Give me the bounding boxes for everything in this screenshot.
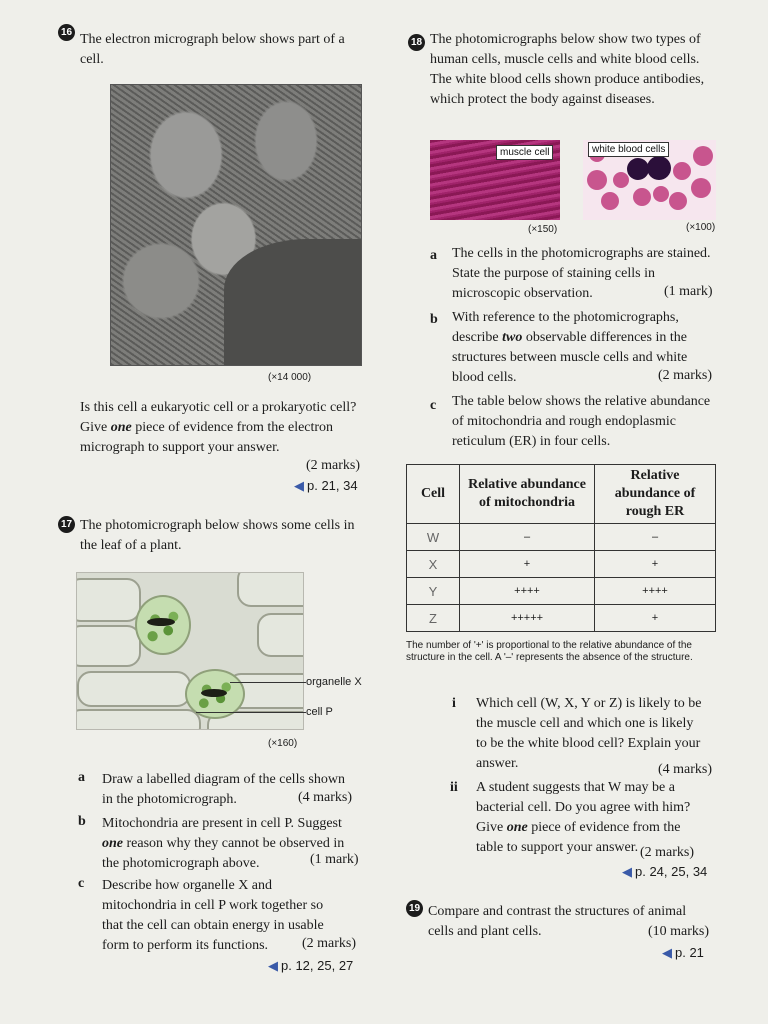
q16-magnification: (×14 000) (268, 372, 312, 383)
q17-part-b-label: b (78, 814, 86, 829)
table-row: X + + (407, 551, 716, 578)
q18-page-ref[interactable]: ◀ p. 24, 25, 34 (622, 864, 708, 879)
q17-part-b-marks: (1 mark) (310, 852, 359, 867)
question-number-16: 16 (58, 24, 75, 41)
q18-sub-i-label: i (452, 696, 456, 711)
table-row: Z +++++ + (407, 605, 716, 632)
q16-intro: The electron micrograph below shows part of a cell. (80, 32, 345, 67)
arrow-left-icon: ◀ (622, 864, 632, 879)
muscle-magnification: (×150) (528, 224, 558, 235)
question-number-18: 18 (408, 34, 425, 51)
q18-sub-i-marks: (4 marks) (658, 762, 713, 777)
table-header-cell: Cell (407, 465, 460, 524)
q17-part-c-label: c (78, 876, 85, 891)
label-white-blood-cells: white blood cells (588, 142, 669, 157)
question-number-19: 19 (406, 900, 423, 917)
q17-page-ref[interactable]: ◀ p. 12, 25, 27 (268, 958, 354, 973)
q18-part-a-text: The cells in the photomicrographs are stained. State the purpose of staining cells in microscopic observation. (452, 246, 711, 301)
table-note: The number of '+' is proportional to the relative abundance of the structure in the cell. A '–' represents the absence of the structure. (406, 640, 693, 663)
table-header-rough-er: Relative abundance of rough ER (595, 465, 716, 524)
abundance-table (406, 464, 716, 632)
q17-part-c-text: Describe how organelle X and mitochondria in cell P work together so that the cell can obtain energy in usable form to perform its functions. (102, 878, 324, 953)
q17-intro: The photomicrograph below shows some cells in the leaf of a plant. (80, 518, 355, 553)
q16-question: Is this cell a eukaryotic cell or a prokaryotic cell? Give one piece of evidence from the electron micrograph to support your answer. (80, 400, 357, 455)
electron-micrograph (110, 84, 362, 366)
q18-part-b-text: With reference to the photomicrographs, describe two observable differences in the structures between muscle cells and white blood cells. (452, 310, 688, 385)
q18-sub-i-text: Which cell (W, X, Y or Z) is likely to be the muscle cell and which one is likely to be the white blood cell? Explain your answer. (476, 696, 702, 771)
q18-part-a-label: a (430, 248, 437, 263)
q19-marks: (10 marks) (648, 924, 710, 939)
q18-part-c-label: c (430, 398, 437, 413)
q18-intro: The photomicrographs below show two types of human cells, muscle cells and white blood cells. The white blood cells shown produce antibodies, which protect the body against diseases. (430, 32, 705, 107)
blood-magnification: (×100) (686, 222, 716, 233)
q17-part-a-text: Draw a labelled diagram of the cells shown in the photomicrograph. (102, 772, 345, 807)
q18-part-b-label: b (430, 312, 438, 327)
q18-sub-ii-marks: (2 marks) (640, 845, 695, 860)
q17-magnification: (×160) (268, 738, 298, 749)
arrow-left-icon: ◀ (294, 478, 304, 493)
table-header-mitochondria: Relative abundance of mitochondria (460, 465, 595, 524)
q18-sub-ii-text: A student suggests that W may be a bacterial cell. Do you agree with him? Give one piece of evidence from the table to support your answer. (476, 780, 691, 855)
q17-part-a-marks: (4 marks) (298, 790, 353, 805)
q16-marks: (2 marks) (306, 458, 361, 473)
q18-part-b-marks: (2 marks) (658, 368, 713, 383)
label-cell-p: cell P (306, 706, 333, 718)
label-organelle-x: organelle X (306, 676, 362, 688)
q17-part-a-label: a (78, 770, 85, 785)
q18-part-a-marks: (1 mark) (664, 284, 713, 299)
q16-page-ref[interactable]: ◀ p. 21, 34 (294, 478, 358, 493)
q19-page-ref[interactable]: ◀ p. 21 (662, 945, 704, 960)
q18-part-c-text: The table below shows the relative abundance of mitochondria and rough endoplasmic reticulum (ER) in four cells. (452, 394, 711, 449)
table-row: W – – (407, 524, 716, 551)
question-number-17: 17 (58, 516, 75, 533)
q17-part-c-marks: (2 marks) (302, 936, 357, 951)
table-row: Y ++++ ++++ (407, 578, 716, 605)
q18-sub-ii-label: ii (450, 780, 458, 795)
q17-part-b-text: Mitochondria are present in cell P. Suggest one reason why they cannot be observed in the photomicrograph above. (102, 816, 345, 871)
arrow-left-icon: ◀ (268, 958, 278, 973)
leaf-photomicrograph (76, 572, 304, 730)
arrow-left-icon: ◀ (662, 945, 672, 960)
q19-text: Compare and contrast the structures of animal cells and plant cells. (428, 904, 687, 939)
label-muscle-cell: muscle cell (496, 145, 553, 160)
